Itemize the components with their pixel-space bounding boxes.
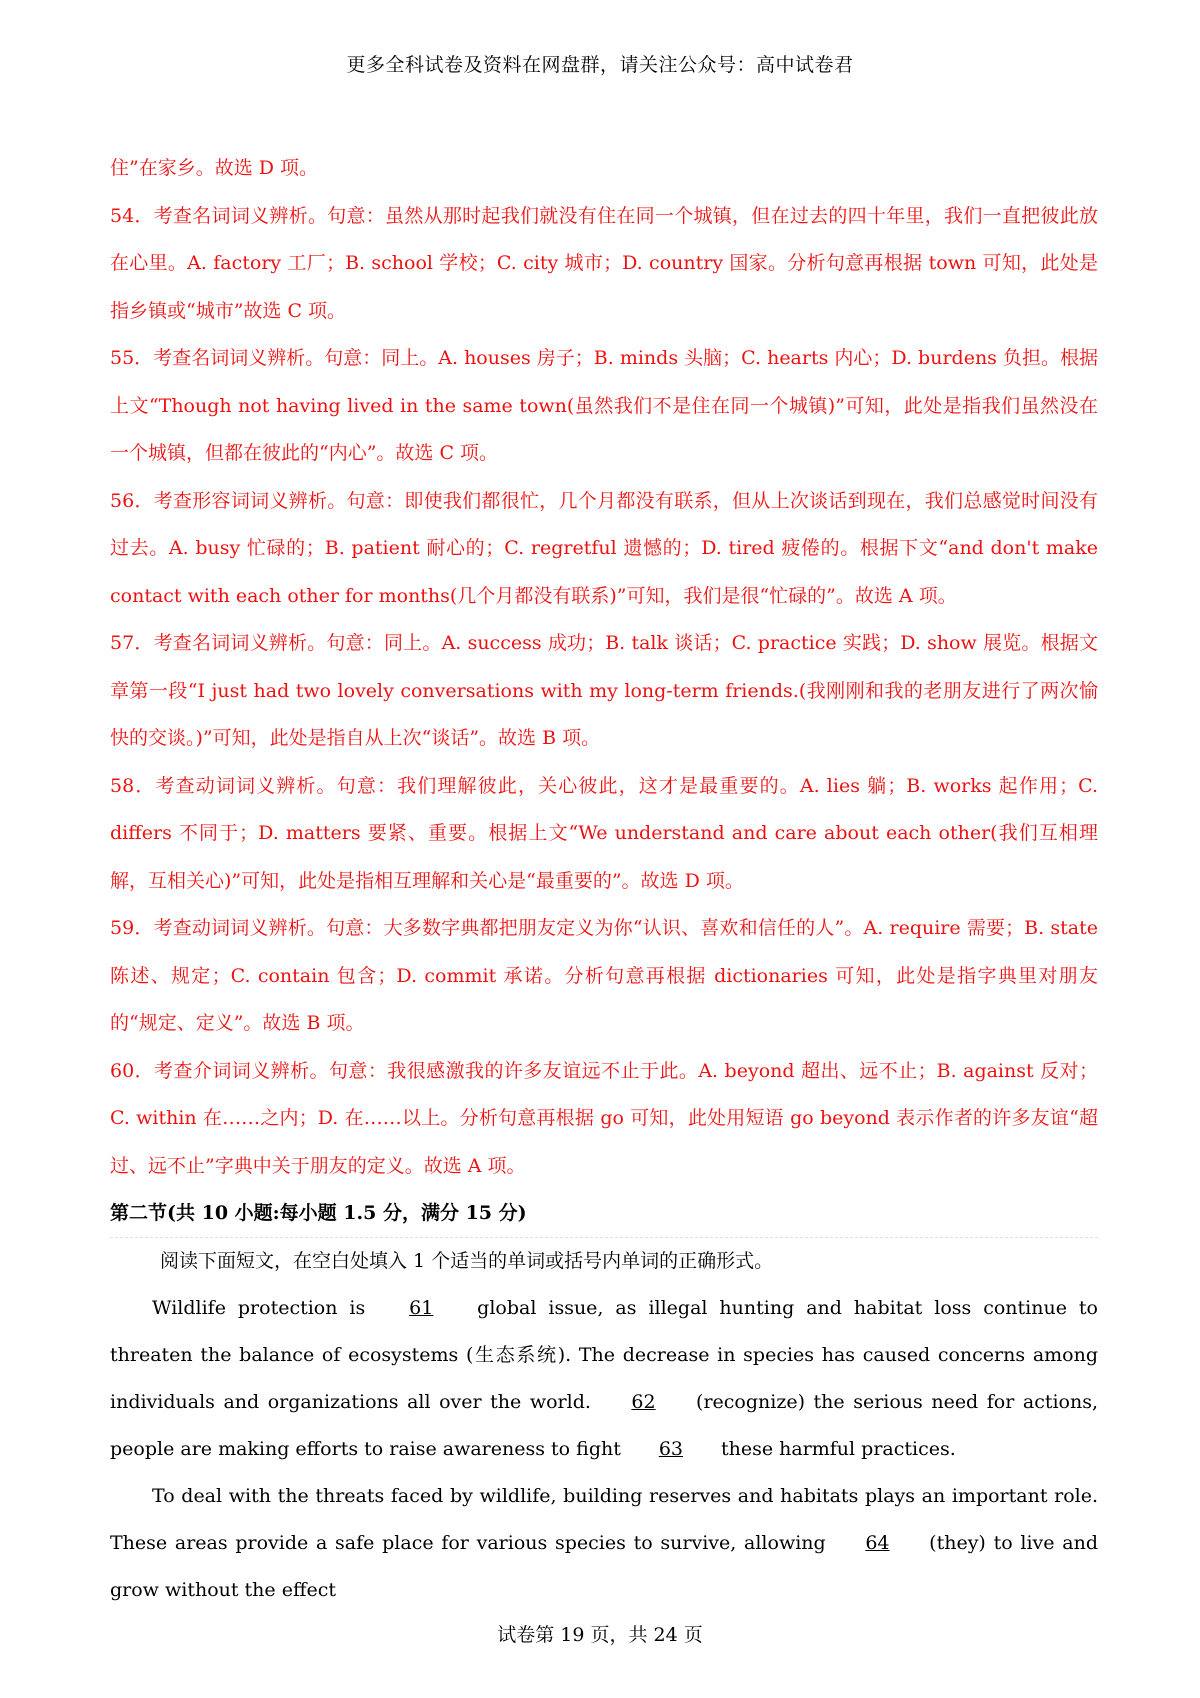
explanation-53-tail: 住”在家乡。故选 D 项。 bbox=[110, 157, 319, 179]
section-heading: 第二节(共 10 小题:每小题 1.5 分，满分 15 分) bbox=[110, 1190, 1098, 1238]
passage-paragraph-2 bbox=[110, 1473, 1098, 1614]
page-content bbox=[110, 145, 1098, 1614]
passage-text: To deal with the threats faced by wildlife, building reserves and habitats plays an important role. These areas provide a safe place for various species to survive, allowing bbox=[110, 1485, 1098, 1554]
header-note: 更多全科试卷及资料在网盘群，请关注公众号：高中试卷君 bbox=[346, 54, 854, 76]
passage-text: (they) to live and grow without the effect bbox=[110, 1532, 1098, 1601]
explanation-58: 58．考查动词词义辨析。句意：我们理解彼此，关心彼此，这才是最重要的。A. lies 躺；B. works 起作用；C. differs 不同于；D. matters 要紧、重要。根据上文“We understand and care about each other(我们互相理解，互相关心)”可知，此处是指相互理解和关心是“最重要的”。故选 D 项。 bbox=[110, 774, 1098, 892]
explanation-55: 55．考查名词词义辨析。句意：同上。A. houses 房子；B. minds 头脑；C. hearts 内心；D. burdens 负担。根据上文“Though not having lived in the same town(虽然我们不是住在同一个城镇)”可知，此处是指我们虽然没在一个城镇，但都在彼此的“内心”。故选 C 项。 bbox=[110, 347, 1098, 464]
blank-64: 64 bbox=[865, 1532, 890, 1554]
explanation-54: 54．考查名词词义辨析。句意：虽然从那时起我们就没有住在同一个城镇，但在过去的四十年里，我们一直把彼此放在心里。A. factory 工厂；B. school 学校；C. city 城市；D. country 国家。分析句意再根据 town 可知，此处是指乡镇或“城市”故选 C 项。 bbox=[110, 204, 1098, 322]
blank-62: 62 bbox=[631, 1391, 656, 1413]
passage-text: these harmful practices. bbox=[720, 1438, 956, 1460]
passage-text: global issue, as illegal hunting and habitat loss continue to threaten the balance of ecosystems (生态系统). The decrease in species has caused concerns among individuals and organizations all over the world. bbox=[110, 1297, 1098, 1413]
passage-text: Wildlife protection is bbox=[152, 1297, 366, 1319]
page-footer: 试卷第 19 页，共 24 页 bbox=[497, 1624, 703, 1646]
section-instruction: 阅读下面短文，在空白处填入 1 个适当的单词或括号内单词的正确形式。 bbox=[160, 1250, 774, 1272]
explanation-57: 57．考查名词词义辨析。句意：同上。A. success 成功；B. talk 谈话；C. practice 实践；D. show 展览。根据文章第一段“I just had two lovely conversations with my long-term friends.(我刚刚和我的老朋友进行了两次愉快的交谈。)”可知，此处是指自从上次“谈话”。故选 B 项。 bbox=[110, 632, 1098, 749]
blank-61: 61 bbox=[409, 1297, 434, 1319]
passage-paragraph-1 bbox=[110, 1285, 1098, 1473]
explanation-59: 59．考查动词词义辨析。句意：大多数字典都把朋友定义为你“认识、喜欢和信任的人”。A. require 需要；B. state 陈述、规定；C. contain 包含；D. commit 承诺。分析句意再根据 dictionaries 可知，此处是指字典里对朋友的“规定、定义”。故选 B 项。 bbox=[110, 917, 1098, 1034]
passage-text: (recognize) the serious need for actions, people are making efforts to raise awareness to fight bbox=[110, 1391, 1099, 1460]
explanation-60: 60．考查介词词义辨析。句意：我很感激我的许多友谊远不止于此。A. beyond 超出、远不止；B. against 反对；C. within 在……之内；D. 在……以上。分析句意再根据 go 可知，此处用短语 go beyond 表示作者的许多友谊“超过、远不止”字典中关于朋友的定义。故选 A 项。 bbox=[110, 1059, 1098, 1177]
blank-63: 63 bbox=[658, 1438, 683, 1460]
explanation-56: 56．考查形容词词义辨析。句意：即使我们都很忙，几个月都没有联系，但从上次谈话到现在，我们总感觉时间没有过去。A. busy 忙碌的；B. patient 耐心的；C. regretful 遗憾的；D. tired 疲倦的。根据下文“and don't make contact with each other for months(几个月都没有联系)”可知，我们是很“忙碌的”。故选 A 项。 bbox=[110, 489, 1098, 607]
